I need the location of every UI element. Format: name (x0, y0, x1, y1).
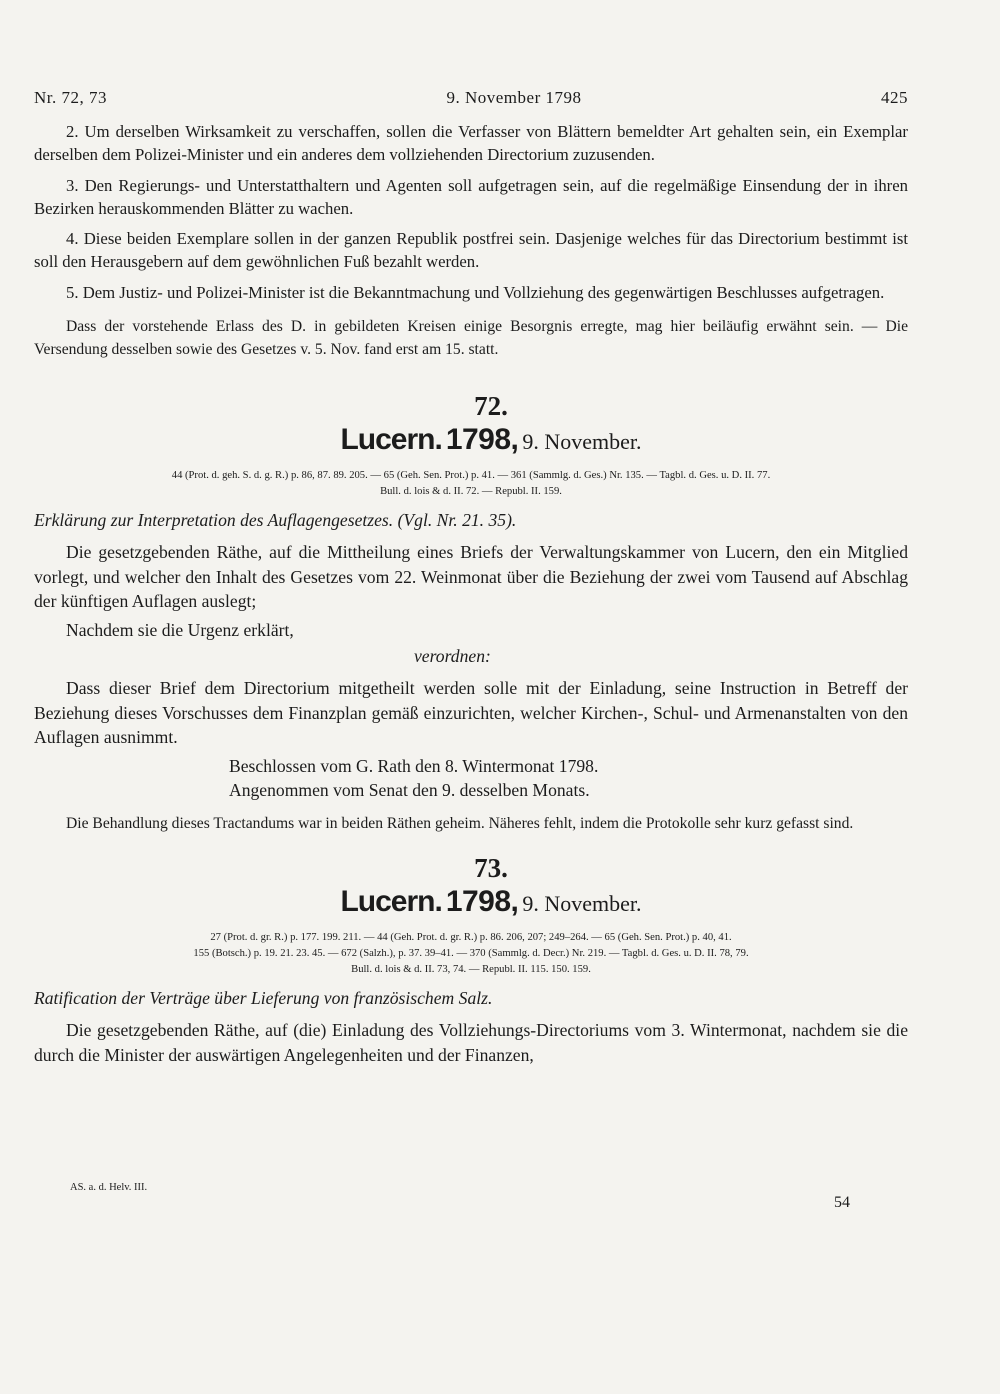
section-73-title: Ratification der Verträge über Lieferung von französischem Salz. (34, 988, 493, 1009)
section-72-city: Lucern. (340, 423, 442, 457)
section-73-references-line-1: 27 (Prot. d. gr. R.) p. 177. 199. 211. — 44 (Geh. Prot. d. gr. R.) p. 86. 206, 207; 249–264. — 65 (Geh. Sen. Prot.) p. 40, 41. (210, 932, 732, 944)
paragraph-4: 4. Diese beiden Exemplare sollen in der ganzen Republik postfrei sein. Dasjenige welches für das Directorium bestimmt ist soll den Herausgebern auf dem gewöhnlichen Fuß bezahlt werden. (34, 229, 908, 272)
header-page-number: 425 (880, 88, 908, 107)
page-content (34, 88, 908, 1067)
section-73 (34, 853, 908, 1067)
section-73-references-line-3: Bull. d. lois & d. II. 73, 74. — Republ. II. 115. 150. 159. (351, 964, 591, 976)
section-72-verordnen: verordnen: (414, 646, 491, 667)
section-72 (34, 391, 908, 835)
editorial-note-71: Dass der vorstehende Erlass des D. in gebildeten Kreisen einige Besorgnis erregte, mag hier beiläufig erwähnt sein. — Die Versendung desselben sowie des Gesetzes v. 5. Nov. fand erst am 15. statt. (34, 318, 908, 358)
section-72-date: 9. November. (522, 429, 642, 455)
footer-printer-signature: AS. a. d. Helv. III. (70, 1182, 148, 1193)
section-72-note: Die Behandlung dieses Tractandums war in beiden Räthen geheim. Näheres fehlt, indem die Protokolle sehr kurz gefasst sind. (66, 814, 854, 832)
section-73-heading (74, 883, 908, 926)
paragraph-2: 2. Um derselben Wirksamkeit zu verschaffen, sollen die Verfasser von Blättern bemeldter Art gehalten sein, ein Exemplar derselben dem Polizei-Minister und ein anderes dem vollziehenden Directorium zuzusenden. (34, 122, 908, 165)
section-73-number: 73. (474, 853, 508, 884)
section-72-heading (74, 421, 908, 464)
section-73-date: 9. November. (522, 891, 642, 917)
running-header (34, 88, 908, 108)
paragraph-5: 5. Dem Justiz- und Polizei-Minister ist die Bekanntmachung und Vollziehung des gegenwärtigen Beschlusses aufgetragen. (66, 282, 885, 302)
section-72-text-2: Nachdem sie die Urgenz erklärt, (66, 619, 294, 640)
header-document-numbers: Nr. 72, 73 (34, 88, 107, 107)
section-73-year: 1798, (445, 885, 519, 919)
page-footer (70, 1182, 850, 1212)
section-72-title: Erklärung zur Interpretation des Auflagengesetzes. (Vgl. Nr. 21. 35). (34, 510, 517, 531)
section-72-text-3: Dass dieser Brief dem Directorium mitgetheilt werden solle mit der Einladung, seine Instruction in Betreff der Beziehung dieses Vorschusses dem Finanzplan gemäß einzurichten, welcher Kirchen-, Schul- und Armenanstalten von den Auflagen ausnimmt. (34, 678, 908, 748)
section-73-text-1: Die gesetzgebenden Räthe, auf (die) Einladung des Vollziehungs-Directoriums vom 3. Wintermonat, nachdem sie die durch die Minister der auswärtigen Angelegenheiten und der Finanzen, (34, 1020, 908, 1065)
section-72-references-line-2: Bull. d. lois & d. II. 72. — Republ. II. 159. (380, 486, 562, 498)
section-72-signature-1: Beschlossen vom G. Rath den 8. Wintermonat 1798. (229, 755, 599, 776)
section-72-number: 72. (474, 391, 508, 422)
header-date: 9. November 1798 (446, 88, 582, 107)
section-72-references (34, 468, 908, 500)
section-73-city: Lucern. (340, 885, 442, 919)
section-73-references-line-2: 155 (Botsch.) p. 19. 21. 23. 45. — 672 (Salzh.), p. 37. 39–41. — 370 (Sammlg. d. Decr.) Nr. 219. — Tagbl. d. Ges. u. D. II. 78, 79. (193, 948, 749, 960)
section-73-references (34, 930, 908, 978)
section-72-signature-2: Angenommen vom Senat den 9. desselben Monats. (229, 780, 590, 801)
section-72-references-line-1: 44 (Prot. d. geh. S. d. g. R.) p. 86, 87. 89. 205. — 65 (Geh. Sen. Prot.) p. 41. — 361 (Sammlg. d. Ges.) Nr. 135. — Tagbl. d. Ges. u. D. II. 77. (171, 470, 771, 482)
paragraph-3: 3. Den Regierungs- und Unterstatthaltern und Agenten soll aufgetragen sein, auf die regelmäßige Einsendung der in ihren Bezirken herauskommenden Blätter zu wachen. (34, 175, 908, 218)
section-72-text-1: Die gesetzgebenden Räthe, auf die Mittheilung eines Briefs der Verwaltungskammer von Lucern, den ein Mitglied vorlegt, und welcher den Inhalt des Gesetzes vom 22. Weinmonat über die Beziehung der zwei vom Tausend auf Abschlag der künftigen Auflagen auslegt; (34, 542, 908, 612)
section-72-year: 1798, (445, 423, 519, 457)
footer-sheet-number: 54 (834, 1194, 850, 1211)
